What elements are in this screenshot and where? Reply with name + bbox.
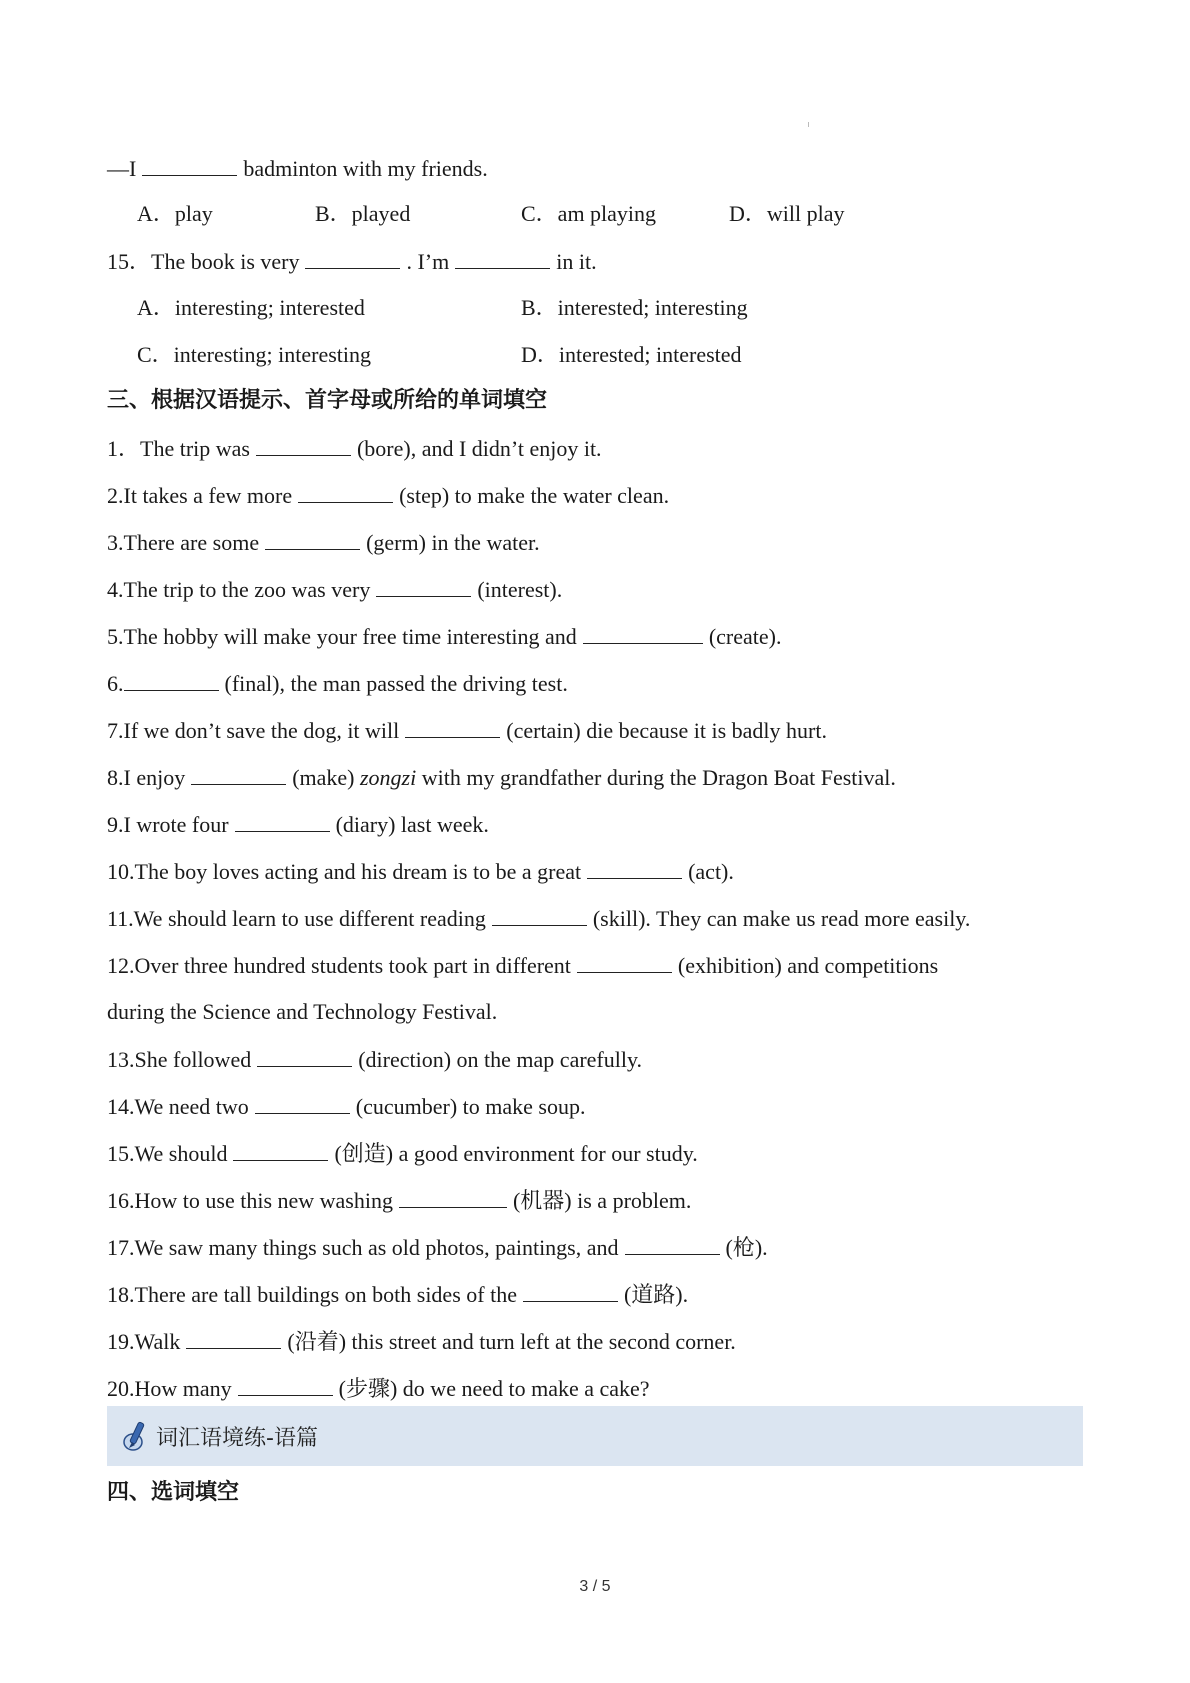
fill-item-16 [107,1185,691,1216]
item-text: 4.The trip to the zoo was very [107,577,371,602]
q14-prefix: —I [107,156,137,181]
answer-blank[interactable] [142,153,237,176]
section4-title: 四、选词填空 [107,1480,240,1505]
item-text: 6. [107,671,124,696]
fill-item-12-cont [107,997,497,1027]
item-text: (create). [708,624,782,649]
answer-blank[interactable] [376,574,471,597]
q15-line [107,246,597,277]
answer-blank[interactable] [191,762,286,785]
answer-blank[interactable] [257,1044,352,1067]
q15-text-2: . I’m [406,249,450,274]
answer-blank[interactable] [298,480,393,503]
fill-item-20 [107,1373,650,1404]
item-text: (exhibition) and competitions [677,953,939,978]
section3-title: 三、根据汉语提示、首字母或所给的单词填空 [107,388,548,413]
fill-item-5 [107,621,781,652]
item-text: (skill). They can make us read more easily. [592,906,971,931]
item-text: (interest). [477,577,563,602]
answer-blank[interactable] [399,1185,507,1208]
fill-item-1 [107,433,602,464]
item-text: (make) [292,765,355,790]
q14-option-b[interactable]: B．played [315,201,411,226]
item-text: with my grandfather during the Dragon Boat Festival. [421,765,896,790]
item-text: 10.The boy loves acting and his dream is to be a great [107,859,582,884]
corner-mark [808,122,809,127]
item-text: (diary) last week. [335,812,489,837]
answer-blank[interactable] [235,809,330,832]
item-text: 5.The hobby will make your free time interesting and [107,624,577,649]
fill-item-17 [107,1232,768,1263]
fill-item-4 [107,574,562,605]
fill-item-15 [107,1138,698,1169]
fill-item-10 [107,856,734,887]
item-text: 11.We should learn to use different reading [107,906,486,931]
item-text: 8.I enjoy [107,765,186,790]
fill-item-19 [107,1326,736,1357]
answer-blank[interactable] [492,903,587,926]
q15-option-b[interactable]: B．interested; interesting [521,295,748,320]
item-text: (道路). [623,1282,689,1307]
item-text: (创造) a good environment for our study. [334,1141,698,1166]
answer-blank[interactable] [265,527,360,550]
item-text: 2.It takes a few more [107,483,293,508]
item-text: 15.We should [107,1141,228,1166]
q14-suffix: badminton with my friends. [243,156,488,181]
q15-text-1: The book is very [151,249,300,274]
item-text: (step) to make the water clean. [399,483,670,508]
fill-item-12 [107,950,938,981]
q15-option-d[interactable]: D．interested; interested [521,342,742,367]
q14-option-d[interactable]: D．will play [729,201,845,226]
item-text: 3.There are some [107,530,260,555]
answer-blank[interactable] [255,1091,350,1114]
item-text: (cucumber) to make soup. [355,1094,586,1119]
item-text: (机器) is a problem. [512,1188,692,1213]
item-text: 14.We need two [107,1094,249,1119]
answer-blank[interactable] [233,1138,328,1161]
item-text: (枪). [725,1235,768,1260]
fill-item-2 [107,480,669,511]
answer-blank[interactable] [583,621,703,644]
item-text: 19.Walk [107,1329,181,1354]
pen-icon [122,1420,148,1452]
fill-item-14 [107,1091,586,1122]
item-text: (沿着) this street and turn left at the second corner. [287,1329,736,1354]
answer-blank[interactable] [455,246,550,269]
fill-item-13 [107,1044,642,1075]
item-text: 7.If we don’t save the dog, it will [107,718,400,743]
fill-item-6 [107,668,568,699]
item-text: 20.How many [107,1376,232,1401]
item-text: 16.How to use this new washing [107,1188,393,1213]
answer-blank[interactable] [405,715,500,738]
answer-blank[interactable] [577,950,672,973]
fill-item-8 [107,762,896,793]
item-text: 1．The trip was [107,436,250,461]
answer-blank[interactable] [523,1279,618,1302]
item-text: (bore), and I didn’t enjoy it. [356,436,602,461]
q15-option-c[interactable]: C．interesting; interesting [137,342,372,367]
q14-option-a[interactable]: A．play [137,201,213,226]
item-text: (final), the man passed the driving test. [224,671,568,696]
item-text: 18.There are tall buildings on both sides of the [107,1282,517,1307]
q15-option-a[interactable]: A．interesting; interested [137,295,365,320]
section-banner [107,1406,1083,1466]
fill-item-18 [107,1279,688,1310]
answer-blank[interactable] [238,1373,333,1396]
item-text: (步骤) do we need to make a cake? [338,1376,650,1401]
answer-blank[interactable] [256,433,351,456]
fill-item-3 [107,527,540,558]
item-text: (certain) die because it is badly hurt. [506,718,827,743]
item-text: (direction) on the map carefully. [358,1047,643,1072]
answer-blank[interactable] [625,1232,720,1255]
answer-blank[interactable] [587,856,682,879]
q15-number: 15． [107,249,152,274]
item-text: 17.We saw many things such as old photos, paintings, and [107,1235,619,1260]
item-text: (act). [688,859,734,884]
page-number: 3 / 5 [579,1578,611,1595]
item-text: 13.She followed [107,1047,252,1072]
item-text: during the Science and Technology Festival. [107,999,498,1024]
q14-option-c[interactable]: C．am playing [521,201,657,226]
item-italic-word: zongzi [360,765,417,790]
answer-blank[interactable] [305,246,400,269]
item-text: 9.I wrote four [107,812,229,837]
fill-item-7 [107,715,827,746]
fill-item-11 [107,903,970,934]
answer-blank[interactable] [186,1326,281,1349]
answer-blank[interactable] [124,668,219,691]
item-text: 12.Over three hundred students took part in different [107,953,571,978]
fill-item-9 [107,809,489,840]
item-text: (germ) in the water. [366,530,540,555]
q15-text-3: in it. [556,249,597,274]
banner-title: 词汇语境练-语篇 [156,1425,318,1451]
q14-answer-line [107,153,488,184]
